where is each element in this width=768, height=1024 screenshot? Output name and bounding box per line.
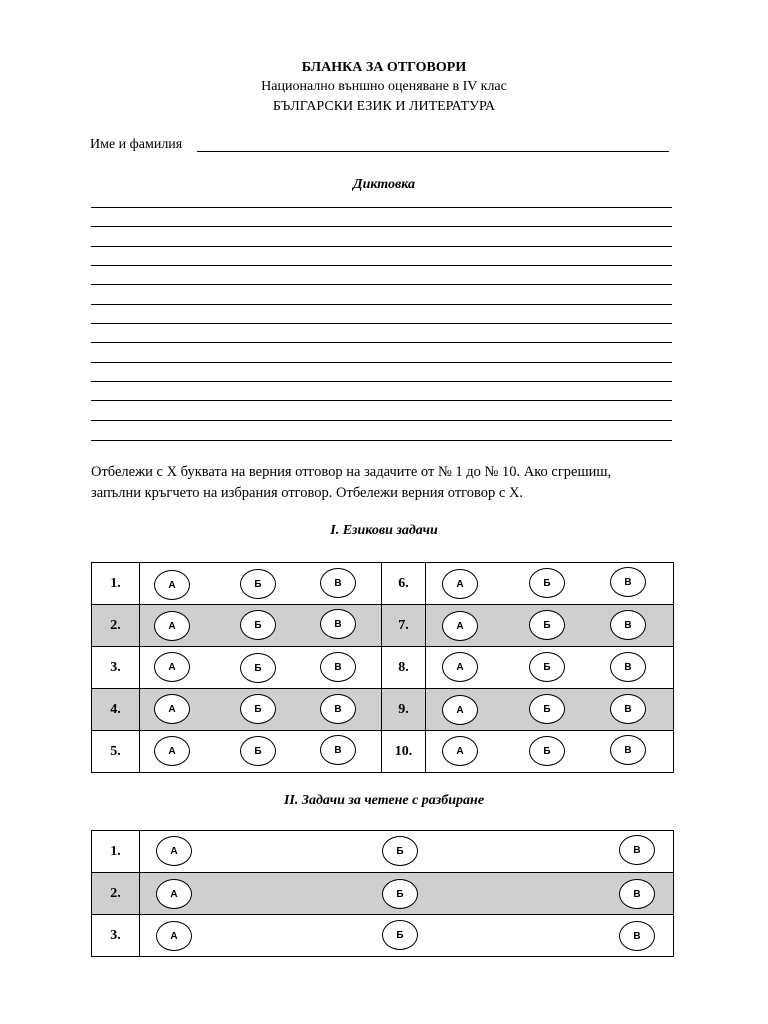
answer-row (92, 831, 674, 873)
dictation-line[interactable] (91, 440, 672, 441)
dictation-line[interactable] (91, 304, 672, 305)
answer-option-bubble[interactable]: Б (529, 610, 565, 640)
answer-option-bubble[interactable]: В (320, 568, 356, 598)
answer-option-bubble[interactable]: В (619, 835, 655, 865)
answer-options (140, 831, 674, 873)
answer-option-bubble[interactable]: А (156, 879, 192, 909)
question-number: 2. (92, 605, 140, 647)
answer-options (140, 647, 382, 689)
answer-row (92, 731, 674, 773)
question-number: 3. (92, 647, 140, 689)
answer-option-bubble[interactable]: В (619, 879, 655, 909)
dictation-line[interactable] (91, 420, 672, 421)
answer-option-bubble[interactable]: А (442, 736, 478, 766)
answer-option-bubble[interactable]: А (154, 652, 190, 682)
section2-title: II. Задачи за четене с разбиране (283, 793, 485, 808)
answer-option-bubble[interactable]: Б (529, 694, 565, 724)
answer-option-bubble[interactable]: А (442, 695, 478, 725)
answer-row (92, 915, 674, 957)
dictation-line[interactable] (91, 342, 672, 343)
answer-options (426, 689, 674, 731)
dictation-line[interactable] (91, 265, 672, 266)
answer-option-bubble[interactable]: В (610, 735, 646, 765)
answer-option-bubble[interactable]: Б (240, 610, 276, 640)
answer-option-bubble[interactable]: В (320, 694, 356, 724)
dictation-line[interactable] (91, 323, 672, 324)
question-number: 4. (92, 689, 140, 731)
dictation-line[interactable] (91, 207, 672, 208)
answer-row (92, 689, 674, 731)
instructions (91, 462, 691, 504)
name-field-label: Име и фамилия (90, 137, 183, 152)
answer-option-bubble[interactable]: В (320, 609, 356, 639)
answer-options (140, 563, 382, 605)
dictation-line[interactable] (91, 381, 672, 382)
answer-option-bubble[interactable]: В (610, 694, 646, 724)
answer-option-bubble[interactable]: В (320, 652, 356, 682)
answer-options (140, 873, 674, 915)
dictation-title: Диктовка (353, 177, 415, 192)
answer-options (426, 731, 674, 773)
answer-options (426, 563, 674, 605)
dictation-line[interactable] (91, 400, 672, 401)
answer-option-bubble[interactable]: В (619, 921, 655, 951)
answer-option-bubble[interactable]: А (156, 836, 192, 866)
question-number: 9. (382, 689, 426, 731)
form-subtitle: Национално външно оценяване в IV клас (261, 79, 507, 94)
answer-option-bubble[interactable]: Б (529, 652, 565, 682)
question-number: 5. (92, 731, 140, 773)
answer-option-bubble[interactable]: А (442, 652, 478, 682)
answer-option-bubble[interactable]: Б (382, 920, 418, 950)
answer-option-bubble[interactable]: В (610, 652, 646, 682)
section2-answer-table (91, 830, 674, 957)
instructions-line-2: запълни кръгчето на избрания отговор. Отбележи верния отговор с Х. (91, 485, 524, 501)
question-number: 1. (92, 831, 140, 873)
answer-options (140, 731, 382, 773)
answer-option-bubble[interactable]: А (154, 611, 190, 641)
name-field[interactable] (90, 137, 680, 155)
answer-options (140, 689, 382, 731)
answer-options (140, 605, 382, 647)
form-subject: БЪЛГАРСКИ ЕЗИК И ЛИТЕРАТУРА (272, 99, 496, 114)
question-number: 3. (92, 915, 140, 957)
answer-option-bubble[interactable]: В (610, 567, 646, 597)
name-field-line[interactable] (197, 151, 669, 152)
answer-option-bubble[interactable]: А (156, 921, 192, 951)
answer-option-bubble[interactable]: А (154, 694, 190, 724)
answer-option-bubble[interactable]: А (442, 611, 478, 641)
answer-option-bubble[interactable]: А (442, 569, 478, 599)
answer-row (92, 563, 674, 605)
dictation-line[interactable] (91, 362, 672, 363)
answer-row (92, 647, 674, 689)
answer-option-bubble[interactable]: Б (240, 694, 276, 724)
question-number: 7. (382, 605, 426, 647)
section1-answer-table (91, 562, 674, 773)
answer-row (92, 605, 674, 647)
instructions-line-1: Отбележи с Х буквата на верния отговор на задачите от № 1 до № 10. Ако сгрешиш, (91, 464, 612, 480)
answer-option-bubble[interactable]: А (154, 570, 190, 600)
question-number: 10. (382, 731, 426, 773)
answer-options (426, 605, 674, 647)
form-title: БЛАНКА ЗА ОТГОВОРИ (301, 60, 467, 75)
answer-option-bubble[interactable]: Б (382, 879, 418, 909)
dictation-line[interactable] (91, 284, 672, 285)
answer-option-bubble[interactable]: Б (240, 569, 276, 599)
answer-option-bubble[interactable]: Б (529, 736, 565, 766)
question-number: 8. (382, 647, 426, 689)
answer-options (140, 915, 674, 957)
answer-options (426, 647, 674, 689)
answer-option-bubble[interactable]: А (154, 736, 190, 766)
answer-option-bubble[interactable]: Б (382, 836, 418, 866)
dictation-line[interactable] (91, 226, 672, 227)
section1-title: I. Езикови задачи (330, 523, 438, 538)
question-number: 6. (382, 563, 426, 605)
answer-option-bubble[interactable]: Б (240, 736, 276, 766)
answer-option-bubble[interactable]: В (610, 610, 646, 640)
answer-option-bubble[interactable]: Б (529, 568, 565, 598)
answer-option-bubble[interactable]: В (320, 735, 356, 765)
question-number: 2. (92, 873, 140, 915)
question-number: 1. (92, 563, 140, 605)
dictation-line[interactable] (91, 246, 672, 247)
answer-option-bubble[interactable]: Б (240, 653, 276, 683)
answer-row (92, 873, 674, 915)
